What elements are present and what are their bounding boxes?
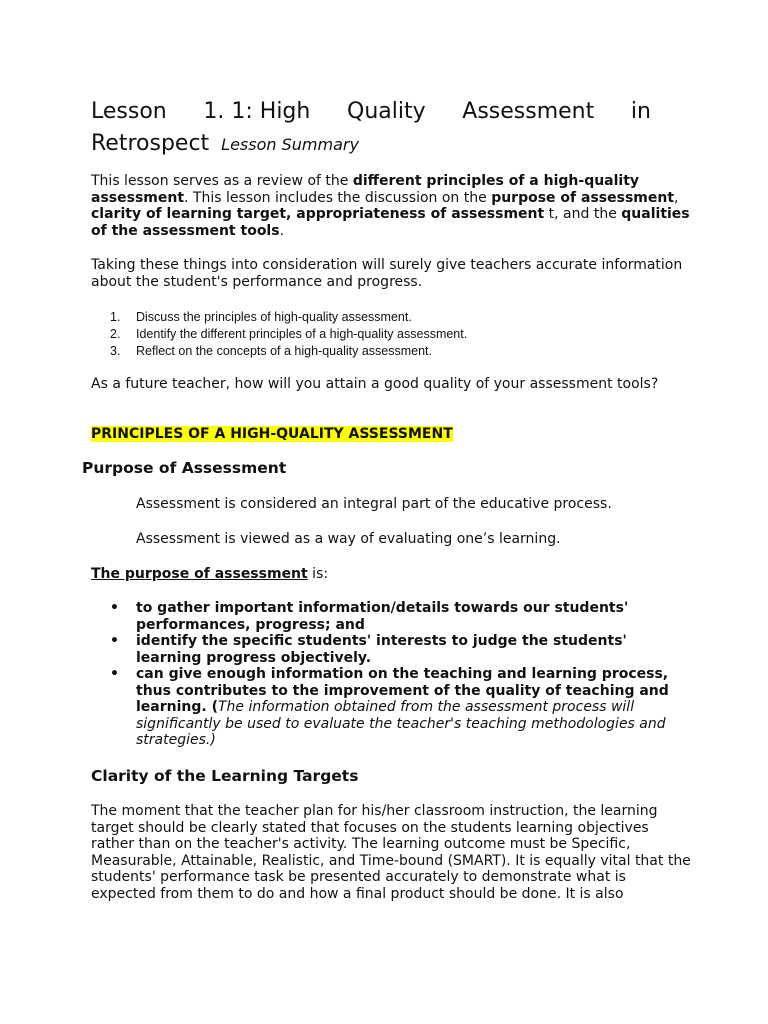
bullet-italic: The information obtained from the assessment process will significantly be used to evaluate the teacher's teaching methodologies and strategies.) — [136, 699, 666, 748]
bullet-bold: can give enough information on the teaching and learning process, thus contributes to the improvement of the quality of teaching and learning. ( — [136, 666, 669, 715]
intro-bold: clarity of learning target, appropriateness of assessment — [91, 206, 545, 222]
list-text: Reflect on the concepts of a high-quality assessment. — [136, 344, 432, 358]
page-title — [91, 96, 651, 161]
bullet-dot: • — [110, 633, 119, 649]
intro-text: . This lesson includes the discussion on the — [184, 189, 492, 206]
objectives-list — [110, 309, 467, 360]
section-heading: PRINCIPLES OF A HIGH-QUALITY ASSESSMENT — [91, 426, 453, 442]
purpose-lead — [91, 566, 691, 583]
list-number: 1. — [110, 310, 121, 324]
list-text: Identify the different principles of a high-quality assessment. — [136, 327, 468, 341]
list-item — [110, 600, 670, 633]
title-word: Retrospect — [91, 131, 210, 156]
intro-text: . — [279, 222, 285, 239]
title-word: 1. 1: High — [203, 99, 311, 124]
bullet-dot: • — [110, 666, 119, 682]
purpose-lead-underlined: The purpose of assessment — [91, 566, 308, 582]
purpose-lead-text: is: — [307, 566, 329, 582]
title-word: Assessment — [462, 99, 595, 124]
intro-paragraph — [91, 173, 691, 239]
intro-text: , — [674, 189, 679, 206]
list-item — [110, 343, 467, 360]
bullet-dot: • — [110, 600, 119, 616]
section-heading-wrapper — [91, 426, 691, 443]
purpose-bullets — [110, 600, 670, 749]
list-item — [110, 326, 467, 343]
bullet-text — [136, 666, 670, 749]
bullet-text: to gather important information/details towards our students' performances, progress; and — [136, 600, 629, 633]
title-word: Lesson — [91, 99, 167, 124]
title-word: in — [630, 99, 651, 124]
lesson-summary-subtitle: Lesson Summary — [221, 135, 359, 154]
question-paragraph: As a future teacher, how will you attain a good quality of your assessment tools? — [91, 376, 659, 392]
purpose-line: Assessment is viewed as a way of evaluating one’s learning. — [136, 531, 561, 547]
list-number: 3. — [110, 344, 121, 358]
intro-bold: different principles of a high-quality assessment — [91, 173, 640, 206]
intro-bold: purpose of assessment — [491, 189, 675, 206]
intro-bold: qualities of the assessment tools — [91, 206, 690, 239]
list-item — [110, 309, 467, 326]
list-item — [110, 666, 670, 749]
list-item — [110, 633, 670, 666]
intro-text: This lesson serves as a review of the — [91, 173, 353, 189]
clarity-heading: Clarity of the Learning Targets — [91, 767, 359, 785]
purpose-line: Assessment is considered an integral part of the educative process. — [136, 496, 612, 512]
title-word: Quality — [347, 99, 426, 124]
bullet-text: identify the specific students' interests to judge the students' learning progress objectively. — [136, 633, 627, 666]
intro-text: t, and the — [544, 206, 622, 222]
purpose-heading: Purpose of Assessment — [82, 459, 287, 477]
list-text: Discuss the principles of high-quality assessment. — [136, 310, 412, 324]
consideration-paragraph: Taking these things into consideration will surely give teachers accurate information about the student's performance and progress. — [91, 257, 683, 290]
list-number: 2. — [110, 327, 121, 341]
clarity-paragraph: The moment that the teacher plan for his/her classroom instruction, the learning target should be clearly stated that focuses on the students learning objectives rather than on the teacher's activity. The learning outcome must be Specific, Measurable, Attainable, Realistic, and Time-bound (SMART). It is equally vital that the students' performance task be presented accurately to demonstrate what is expected from them to do and how a final product should be done. It is also — [91, 803, 691, 902]
